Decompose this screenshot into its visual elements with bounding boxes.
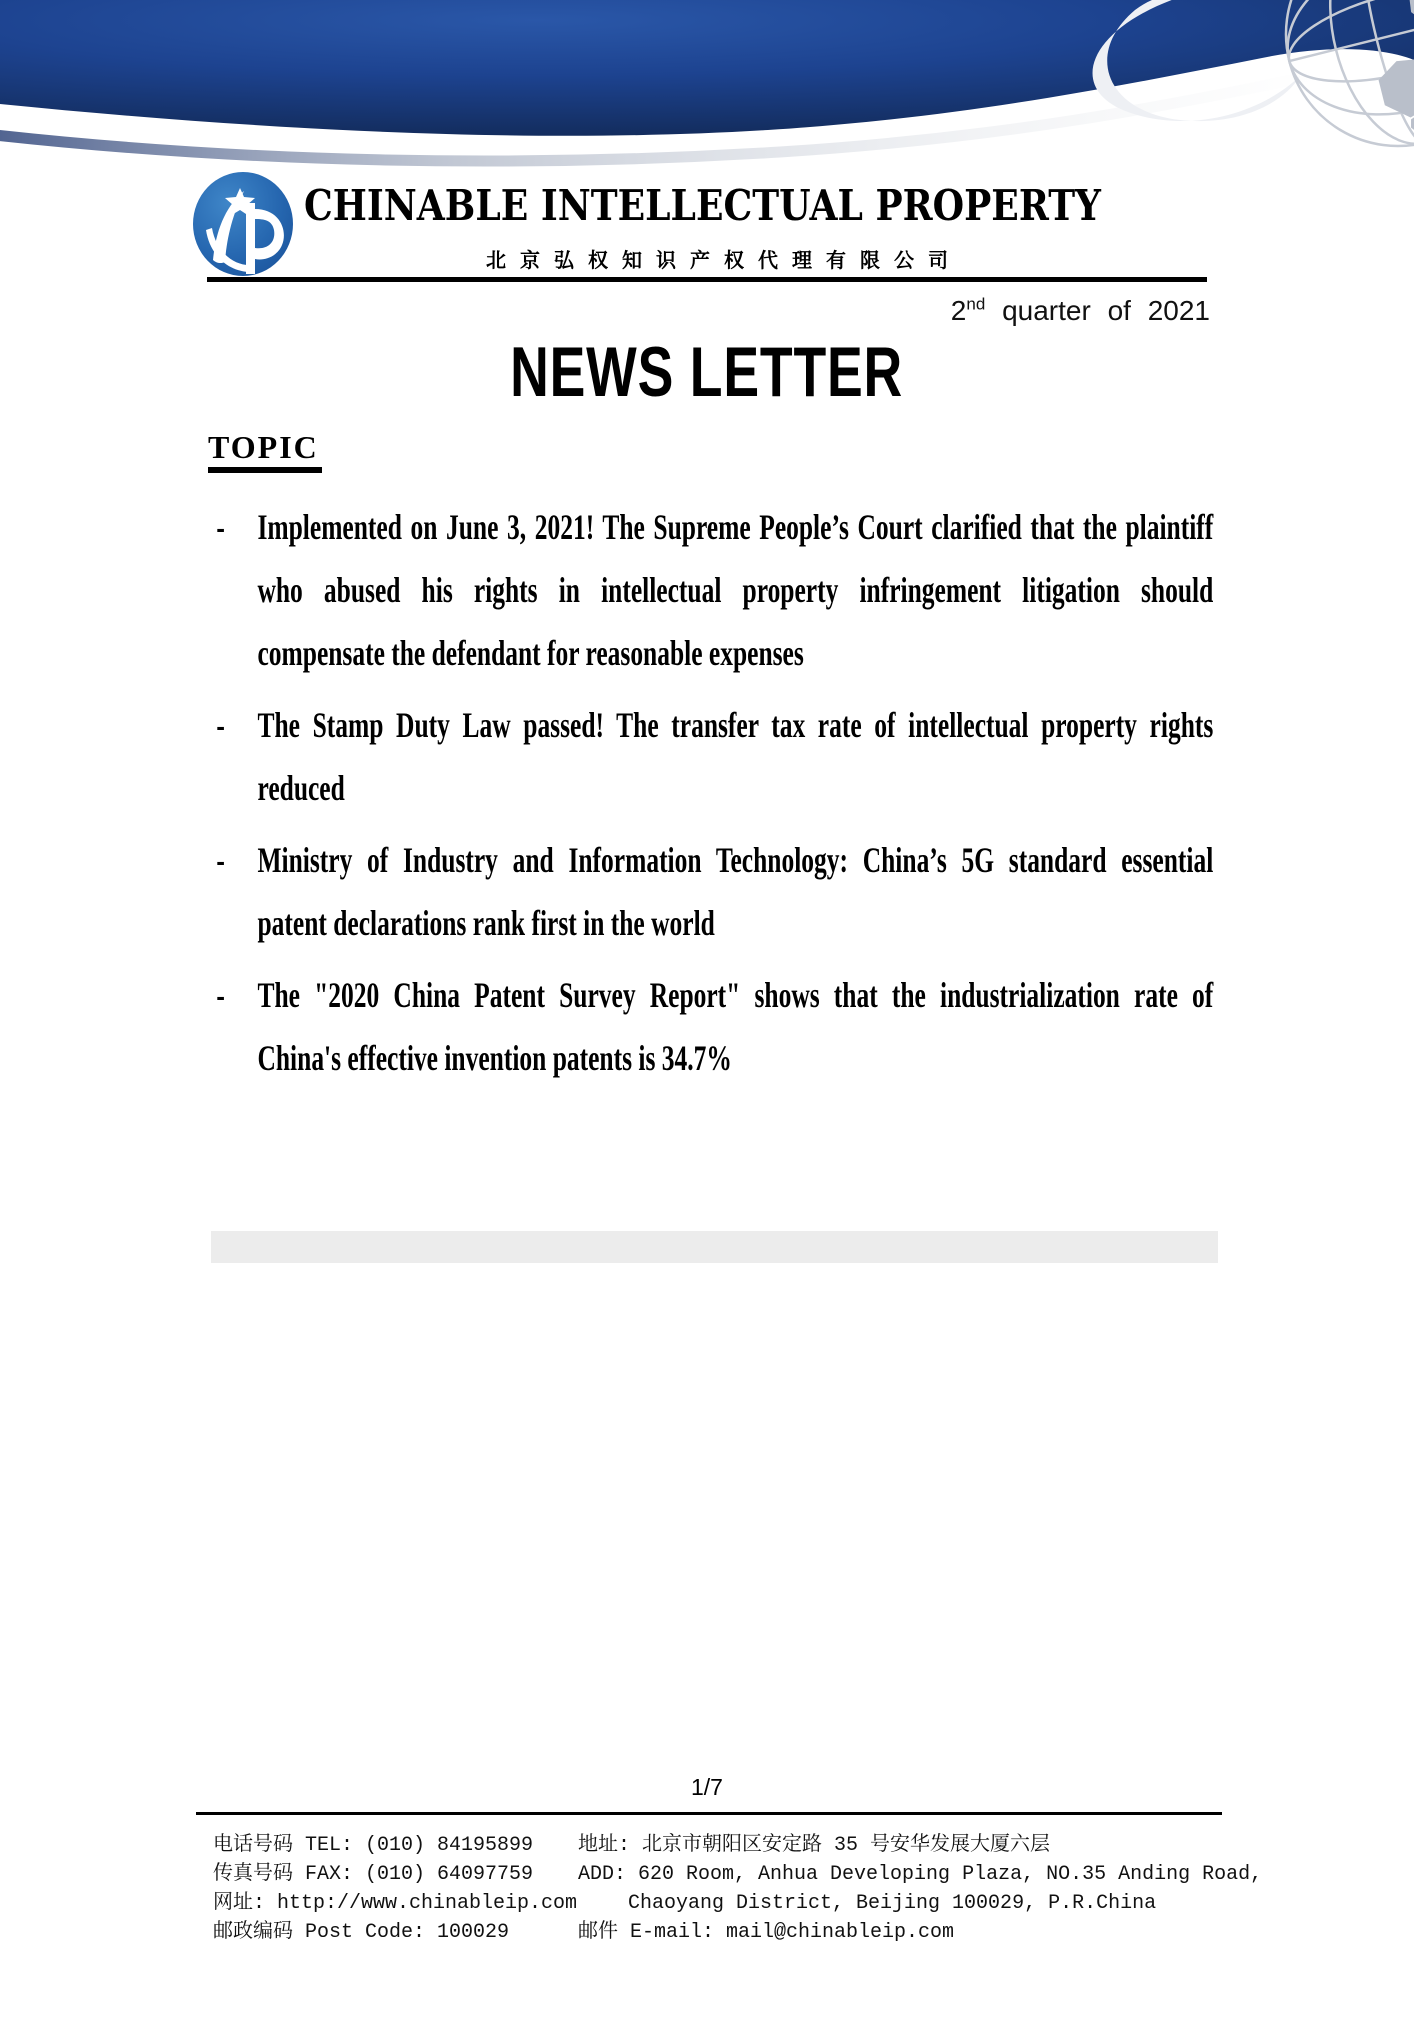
footer-email: 邮件 E-mail: mail@chinableip.com: [578, 1921, 955, 1944]
bullet-dash: -: [216, 507, 225, 547]
footer-postcode: 邮政编码 Post Code: 100029: [213, 1921, 510, 1944]
bullet-dash: -: [216, 840, 225, 880]
topic-list: [215, 496, 1213, 1099]
company-name-chinese: 北京弘权知识产权代理有限公司: [486, 250, 962, 272]
footer-address-cn: 地址: 北京市朝阳区安定路 35 号安华发展大厦六层: [578, 1834, 1051, 1857]
company-logo-icon: [193, 172, 293, 276]
footer-address-en: ADD: 620 Room, Anhua Developing Plaza, NO.35 Anding Road,: [578, 1863, 1263, 1886]
section-separator-bar: [211, 1231, 1218, 1263]
footer-contact-left: [213, 1831, 577, 1947]
issue-rest: quarter of 2021: [985, 295, 1210, 326]
footer-contact-right: [578, 1831, 1262, 1947]
header-divider: [207, 277, 1207, 282]
issue-date: [951, 296, 1210, 326]
topic-item: [215, 829, 1213, 955]
footer-website: 网址: http://www.chinableip.com: [213, 1892, 578, 1915]
bullet-dash: -: [216, 975, 225, 1015]
topic-item-text: The Stamp Duty Law passed! The transfer tax rate of intellectual property rights reduced: [257, 705, 1214, 808]
footer-address-en-2: Chaoyang District, Beijing 100029, P.R.China: [628, 1892, 1157, 1915]
topic-item-text: Ministry of Industry and Information Technology: China’s 5G standard essential patent declarations rank first in the world: [257, 840, 1214, 943]
footer-fax: 传真号码 FAX: (010) 64097759: [213, 1863, 534, 1886]
topic-item-text: The "2020 China Patent Survey Report" shows that the industrialization rate of China's effective invention patents is 34.7%: [257, 975, 1214, 1078]
topic-item: [215, 964, 1213, 1090]
bullet-dash: -: [216, 705, 225, 745]
company-name: CHINABLE INTELLECTUAL PROPERTY: [304, 181, 1101, 230]
issue-number: 2: [950, 295, 967, 326]
topic-item-text: Implemented on June 3, 2021! The Supreme People’s Court clarified that the plaintiff who abused his rights in intellectual property infringement litigation should compensate the defendant for reasonable expenses: [257, 507, 1214, 673]
banner-wave-graphic: [0, 0, 1414, 178]
newsletter-title: NEWS LETTER: [510, 333, 904, 412]
topic-item: [215, 694, 1213, 820]
issue-ordinal: nd: [966, 294, 986, 314]
banner-wave-shape: [0, 0, 1414, 136]
topic-heading: TOPIC: [208, 430, 322, 473]
footer-divider: [196, 1812, 1222, 1815]
page-number: 1/7: [691, 1774, 723, 1800]
topic-item: [215, 496, 1213, 685]
footer-tel: 电话号码 TEL: (010) 84195899: [213, 1834, 534, 1857]
